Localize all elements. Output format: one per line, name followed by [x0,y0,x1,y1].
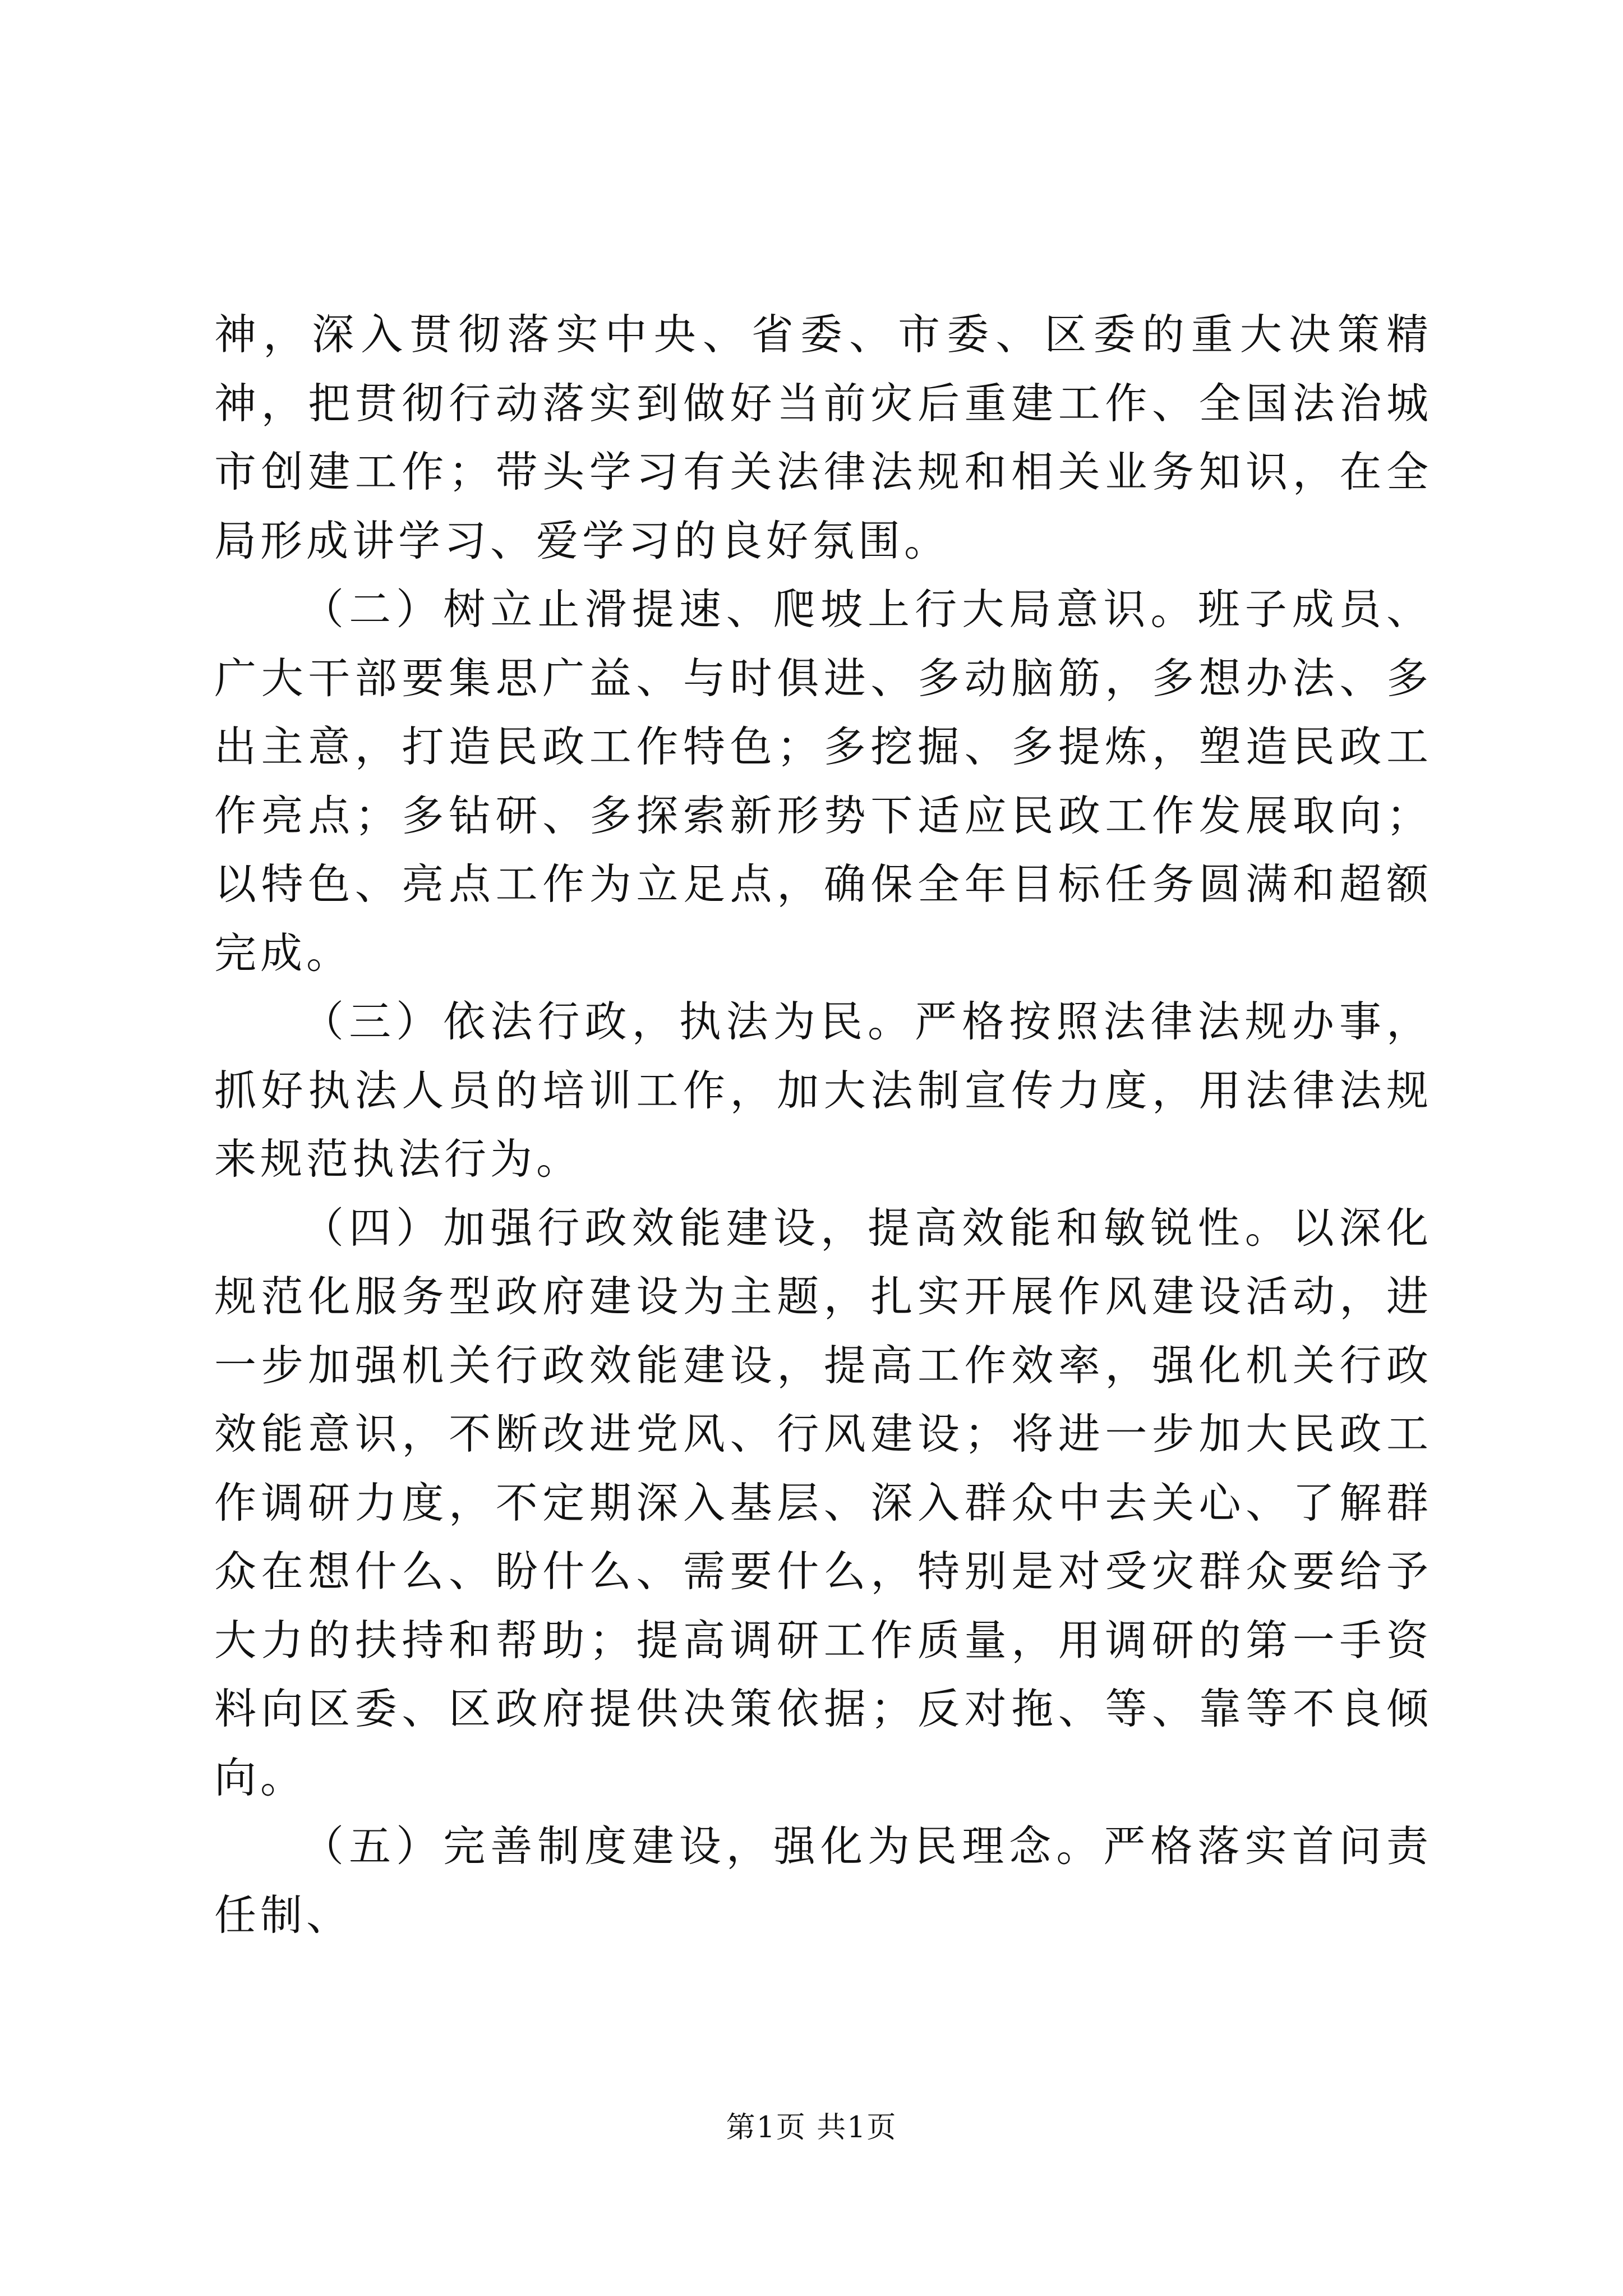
paragraph-four: （四）加强行政效能建设，提高效能和敏锐性。以深化规范化服务型政府建设为主题，扎实开展作风建设活动，进一步加强机关行政效能建设，提高工作效率，强化机关行政效能意识，不断改进党风、行风建设；将进一步加大民政工作调研力度，不定期深入基层、深入群众中去关心、了解群众在想什么、盼什么、需要什么，特别是对受灾群众要给予大力的扶持和帮助；提高调研工作质量，用调研的第一手资料向区委、区政府提供决策依据；反对拖、等、靠等不良倾向。 [214,1203,1432,1802]
page-footer: 第1页 共1页 [726,2111,897,2145]
paragraph-two: （二）树立止滑提速、爬坡上行大局意识。班子成员、广大干部要集思广益、与时俱进、多动脑筋，多想办法、多出主意，打造民政工作特色；多挖掘、多提炼，塑造民政工作亮点；多钻研、多探索新形势下适应民政工作发展取向；以特色、亮点工作为立足点，确保全年目标任务圆满和超额完成。 [214,585,1432,978]
paragraph-three: （三）依法行政，执法为民。严格按照法律法规办事，抓好执法人员的培训工作，加大法制宣传力度，用法律法规来规范执法行为。 [214,997,1432,1184]
document-body [214,300,1432,1949]
paragraph-five: （五）完善制度建设，强化为民理念。严格落实首问责任制、 [214,1821,1432,1940]
paragraph-continuation: 神，深入贯彻落实中央、省委、市委、区委的重大决策精神，把贯彻行动落实到做好当前灾后重建工作、全国法治城市创建工作；带头学习有关法律法规和相关业务知识，在全局形成讲学习、爱学习的良好氛围。 [214,310,1432,565]
